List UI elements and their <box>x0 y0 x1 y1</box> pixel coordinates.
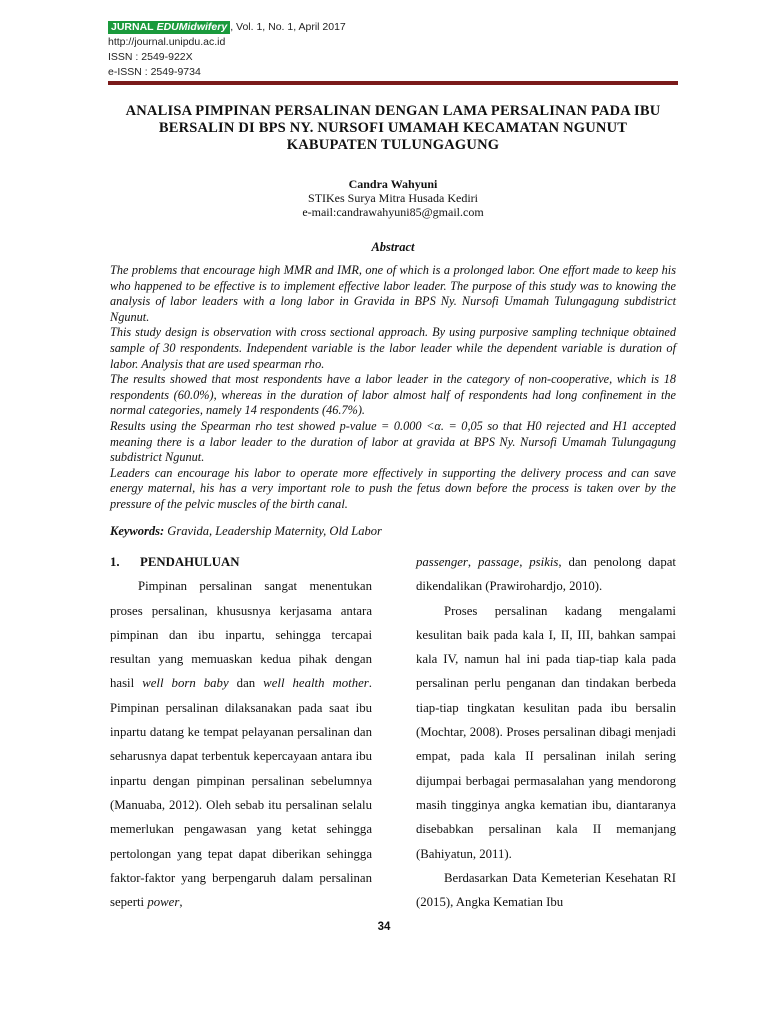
author-block <box>108 177 678 219</box>
right-column <box>416 550 676 914</box>
journal-name-part1: JURNAL <box>111 21 154 33</box>
text-run: , <box>179 895 183 910</box>
title-line-2: BERSALIN DI BPS NY. NURSOFI UMAMAH KECAMATAN NGUNUT <box>158 120 628 136</box>
header-rule <box>108 81 678 85</box>
text-run: , <box>519 555 530 569</box>
abstract-body <box>110 263 676 513</box>
italic-term: power <box>147 895 180 910</box>
author-affiliation: STIKes Surya Mitra Husada Kediri <box>308 191 478 205</box>
journal-name-part2: EDUMidwifery <box>156 21 228 33</box>
section-title: PENDAHULUAN <box>140 555 240 569</box>
italic-term: passage <box>477 555 520 569</box>
text-run: . Pimpinan persalinan dilaksanakan pada saat ibu inpartu datang ke tempat pelayanan persalinan dan seharusnya dapat terbentuk kepercayaan antara ibu inpartu dengan pimpinan persalinan sebelumnya (Manuaba, 2012). Oleh sebab itu persalinan selalu memerlukan pengawasan yang ketat sehingga pertolongan yang tepat dapat diberikan sehingga faktor-faktor yang berpengaruh dalam persalinan seperti <box>110 676 372 910</box>
journal-url[interactable]: http://journal.unipdu.ac.id <box>108 36 226 48</box>
text-run: , <box>467 555 478 569</box>
body-paragraph-2: Proses persalinan kadang mengalami kesulitan baik pada kala I, II, III, bahkan sampai kala IV, namun hal ini pada tiap-tiap kala pada persalinan perlu penganan dan tindakan berbeda tiap-tiap tingkatan kesulitan pada ibu bersalin (Mochtar, 2008). Proses persalinan dibagi menjadi empat, pada kala II persalinan inilah sering dijumpai berbagai permasalahan yang mendorong masih tingginya angka kematian ibu, diantaranya disebabkan persalinan kala II memanjang (Bahiyatun, 2011). <box>416 603 676 861</box>
section-number: 1. <box>110 555 120 569</box>
keywords-text: Gravida, Leadership Maternity, Old Labor <box>164 524 382 538</box>
keywords <box>110 524 382 539</box>
text-run: , dan penolong dapat dikendalikan (Prawirohardjo, 2010). <box>416 555 676 594</box>
author-name: Candra Wahyuni <box>348 177 438 191</box>
title-line-1: ANALISA PIMPINAN PERSALINAN DENGAN LAMA PERSALINAN PADA IBU <box>125 103 661 119</box>
body-paragraph-1 <box>110 574 372 914</box>
italic-term: well born baby <box>142 676 229 691</box>
journal-eissn: e-ISSN : 2549-9734 <box>108 66 201 78</box>
abstract-paragraph-5: Leaders can encourage his labor to operate more effectively in supporting the delivery process and can save energy maternal, his has a very important role to push the fetus down before the process is taken over by the pressure of the pelvic muscles of the birth canal. <box>110 465 676 511</box>
journal-issn: ISSN : 2549-922X <box>108 51 193 63</box>
body-paragraph-1-continued <box>416 550 676 599</box>
page-number: 34 <box>377 921 391 933</box>
text-run: Pimpinan persalinan sangat menentukan proses persalinan, khususnya kerjasama antara pimpinan dan ibu inpartu, sehingga tercapai resultan yang memuaskan kedua pihak dengan hasil <box>110 579 372 691</box>
journal-name-badge <box>108 21 230 34</box>
italic-term: well health mother <box>263 676 369 691</box>
journal-header-line <box>108 20 346 35</box>
journal-header <box>108 20 346 80</box>
author-email[interactable]: e-mail:candrawahyuni85@gmail.com <box>302 205 484 219</box>
italic-term: passenger <box>416 555 468 569</box>
section-heading <box>110 550 372 574</box>
abstract-paragraph-1: The problems that encourage high MMR and IMR, one of which is a prolonged labor. One effort made to keep his who happened to be effective is to implement effective labor leader. The purpose of this study was to knowing the analysis of labor leaders with a long labor in Gravida in BPS Ny. Nursofi Umamah Tulungagung subdistrict Ngunut. <box>110 263 676 324</box>
body-paragraph-3: Berdasarkan Data Kemeterian Kesehatan RI (2015), Angka Kematian Ibu <box>416 870 676 910</box>
abstract-paragraph-3: The results showed that most respondents have a labor leader in the category of non-cooperative, which is 18 respondents (60.0%), whereas in the duration of labor almost half of respondents had long confinement in the normal categories, namely 14 respondents (46.7%). <box>110 372 676 418</box>
paper-title <box>108 103 678 154</box>
abstract-paragraph-2: This study design is observation with cross sectional approach. By using purposive sampling technique obtained sample of 30 respondents. Independent variable is the labor leader while the dependent variable is duration of labor. Analysis that are used spearman rho. <box>110 325 676 371</box>
text-run: dan <box>228 676 264 691</box>
abstract-paragraph-4: Results using the Spearman rho test showed p-value = 0.000 <α. = 0,05 so that H0 rejected and H1 accepted meaning there is a labor leader to the duration of labor at gravida at BPS Ny. Nursofi Umamah Tulungagung subdistrict Ngunut. <box>110 418 676 465</box>
keywords-label: Keywords: <box>110 524 165 538</box>
title-line-3: KABUPATEN TULUNGAGUNG <box>286 137 500 153</box>
left-column <box>110 550 372 914</box>
abstract-heading: Abstract <box>371 240 415 254</box>
journal-volume: , Vol. 1, No. 1, April 2017 <box>230 21 346 33</box>
italic-term: psikis <box>529 555 559 569</box>
